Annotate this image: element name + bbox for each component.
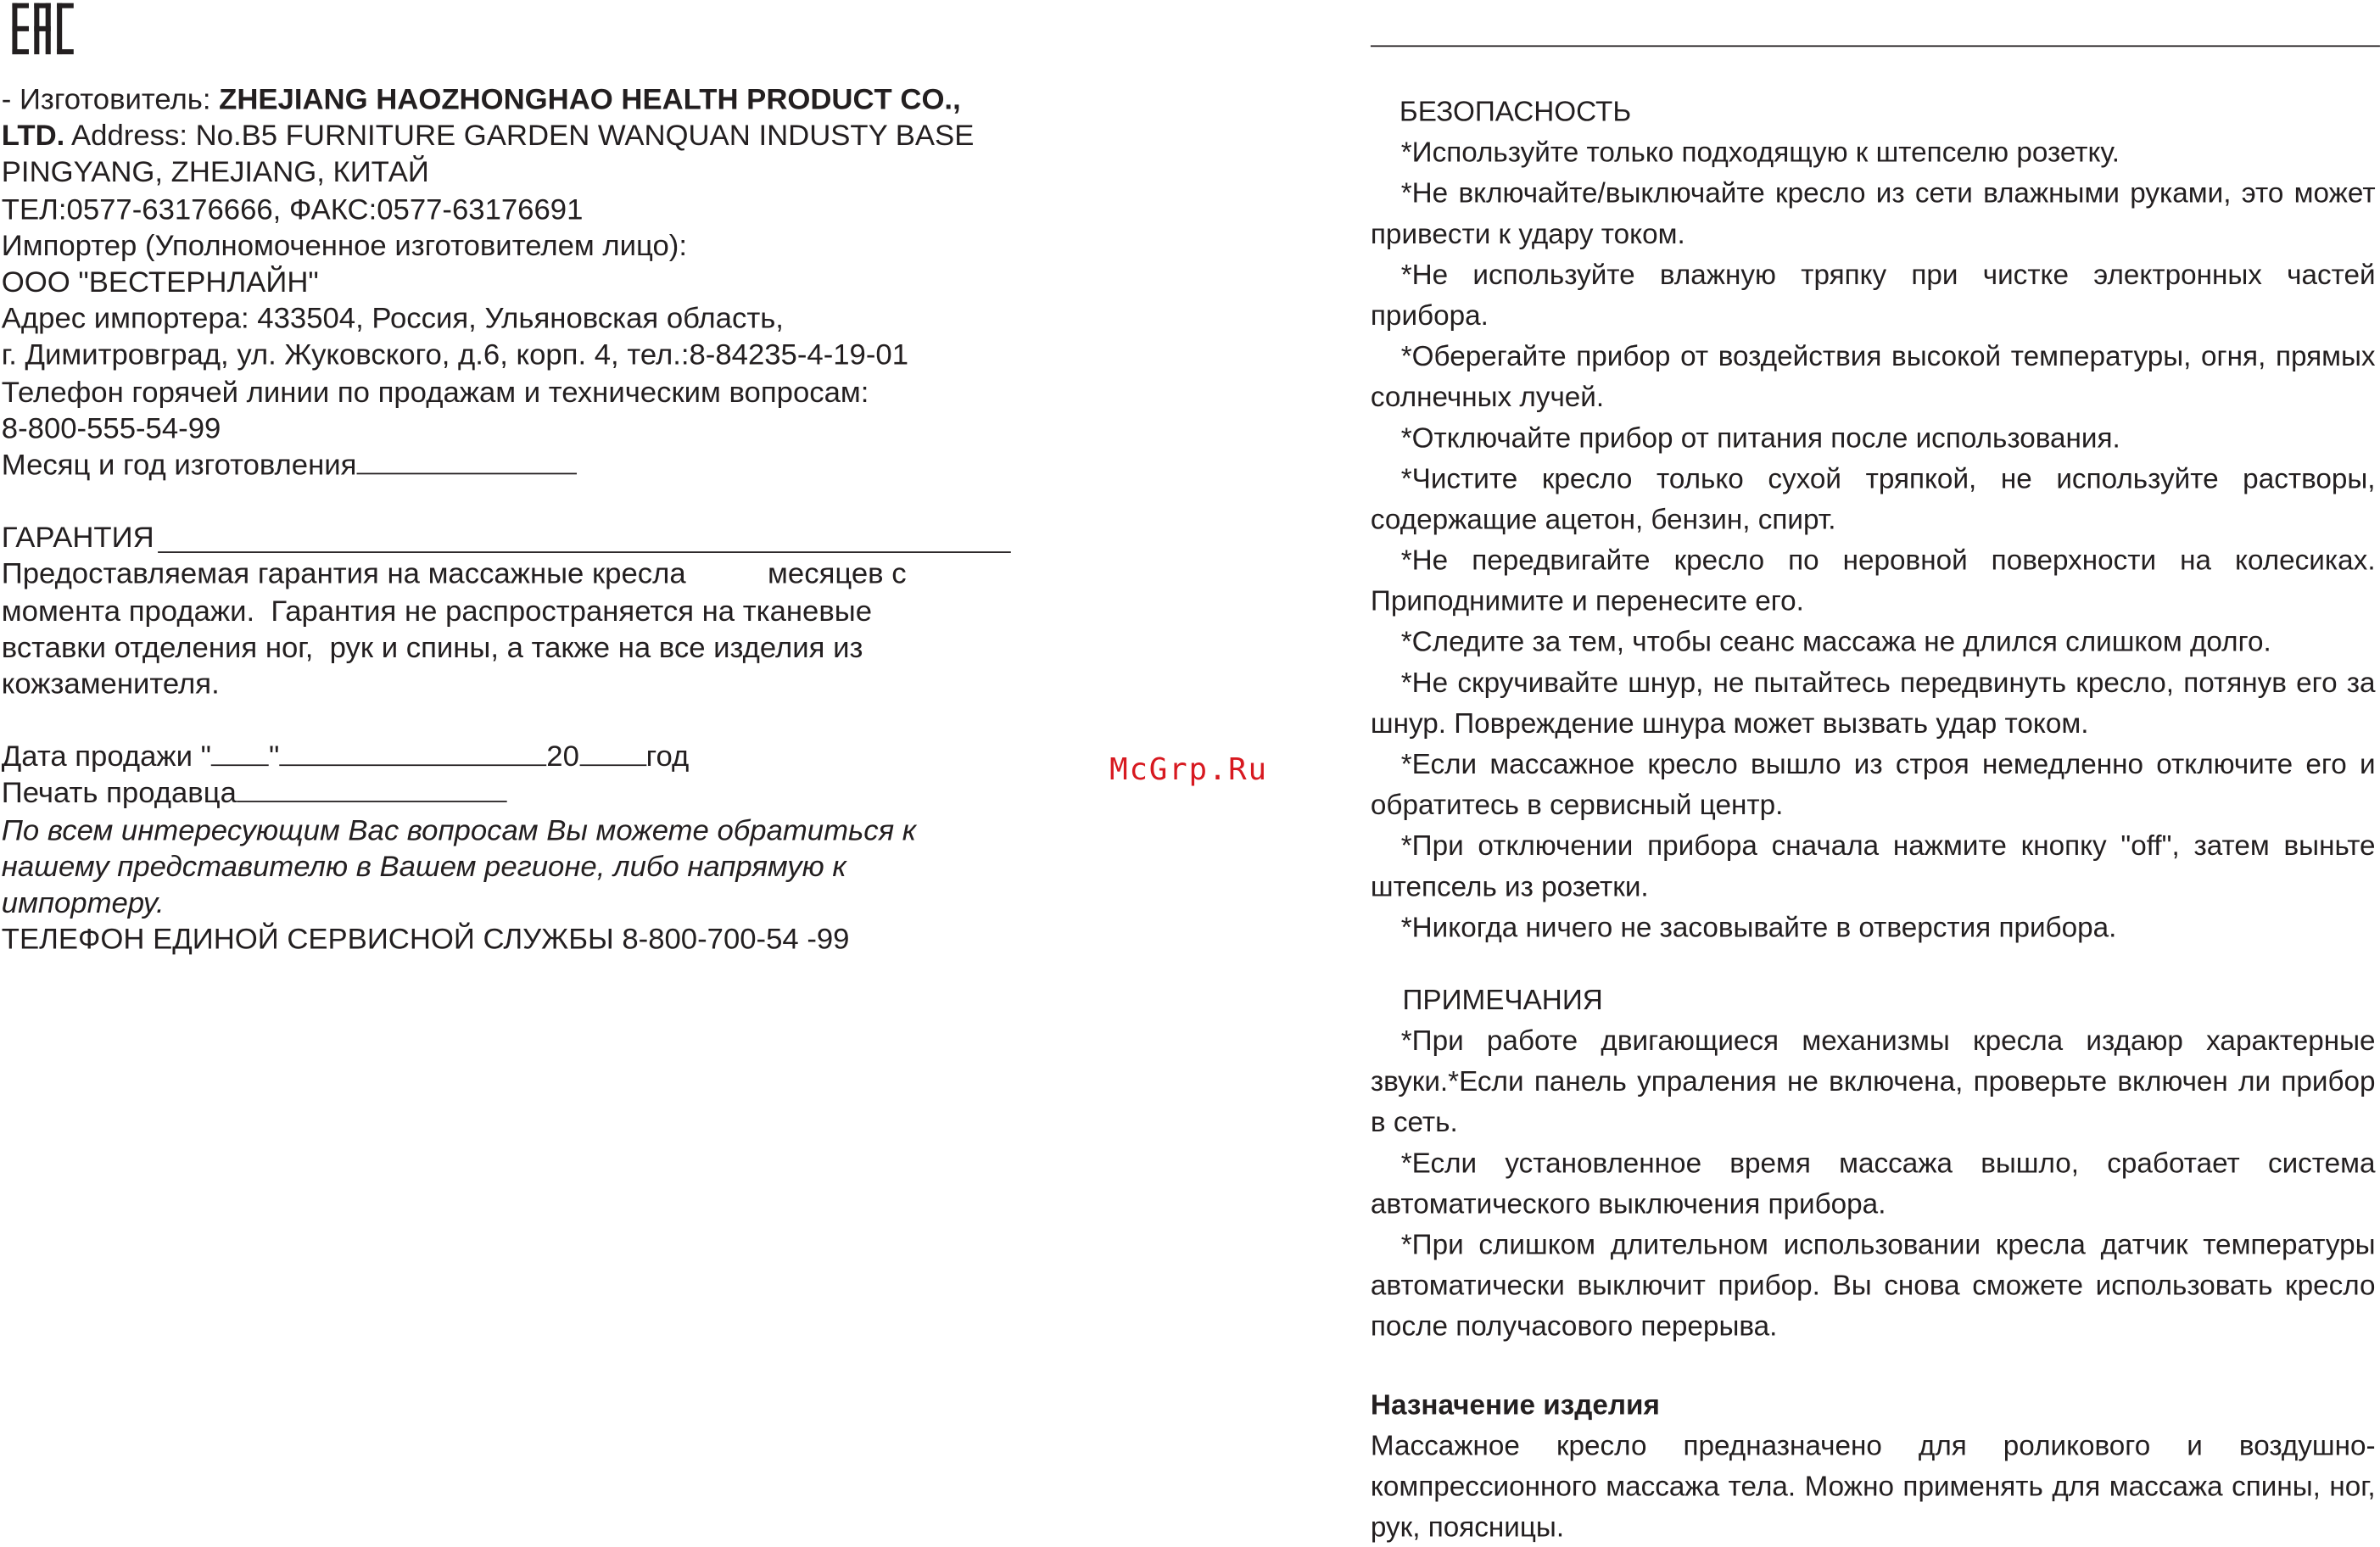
manufacturer-info [2,81,1013,191]
purpose-text: Массажное кресло предназначено для роликового и воздушно-компрессионного массажа тела. Можно применять для массажа спины, ног, рук, поясницы. [1370,1429,2376,1543]
safety-item: *Чистите кресло только сухой тряпкой, не используйте растворы, содержащие ацетон, бензин, спирт. [1370,462,2376,535]
phone-fax: ТЕЛ:0577-63176666, ФАКС:0577-63176691 [1,193,584,226]
manufacture-date-label: Месяц и год изготовления [1,449,357,483]
warranty-heading [2,520,1011,556]
importer-label: Импортер (Уполномоченное изготовителем лицо): [1,229,688,263]
notes-item: *При работе двигающиеся механизмы кресла издаюр характерные звуки.*Если панель упраления не включена, проверьте включен ли прибор в сеть. [1370,1024,2376,1138]
safety-item: *Следите за тем, чтобы сеанс массажа не длился слишком долго. [1400,625,2271,657]
seller-stamp-blank [237,776,507,803]
safety-item: *Никогда ничего не засовывайте в отверстия прибора. [1400,911,2117,943]
importer-address-line-1: Адрес импортера: 433504, Россия, Ульяновская область, [1,302,784,336]
sale-date-label: Дата продажи " [1,740,211,774]
sale-year-prefix: 20 [546,740,579,774]
safety-item: *Оберегайте прибор от воздействия высокой температуры, огня, прямых солнечных лучей. [1370,339,2376,413]
hotline-number: 8-800-555-54-99 [1,411,221,446]
sale-year-suffix: год [645,740,690,774]
purpose-title: Назначение изделия [1370,1388,1660,1421]
notes-title: ПРИМЕЧАНИЯ [1402,983,1603,1016]
sale-date-row [2,740,1013,776]
hotline-label: Телефон горячей линии по продажам и техническим вопросам: [1,375,869,410]
manufacturer-address: Address: No.B5 FURNITURE GARDEN WANQUAN INDUSTY BASE PINGYANG, ZHEJIANG, КИТАЙ [1,120,975,190]
safety-item: *Используйте только подходящую к штепселю розетку. [1400,136,2120,168]
watermark: McGrp.Ru [1109,751,1268,788]
spacer [2,703,1013,740]
manufacture-date-blank [356,447,576,474]
sale-month-blank [279,740,546,767]
safety-item: *Не включайте/выключайте кресло из сети влажными руками, это может привести к удару током. [1370,176,2376,249]
warranty-text: Предоставляемая гарантия на массажные кресла месяцев с момента продажи. Гарантия не распространяется на тканевые вставки отделения ног, рук и спины, а также на все изделия из кожзаменителя. [1,558,915,701]
safety-item: *Если массажное кресло вышло из строя немедленно отключите его и обратитесь в сервисный центр. [1370,747,2376,821]
spacer [1371,947,2376,979]
manufacturer-name: ZHEJIANG HAOZHONGHAO HEALTH PRODUCT CO., LTD. [1,82,961,154]
top-rule [1371,45,2380,47]
manufacturer-prefix: - Изготовитель: [1,82,220,117]
right-column [1371,91,2376,1547]
safety-item: *Не скручивайте шнур, не пытайтесь передвинуть кресло, потянув его за шнур. Повреждение шнура может вызвать удар током. [1370,666,2376,740]
heading-rule [157,552,1011,554]
safety-item: *Отключайте прибор от питания после использования. [1400,421,2120,454]
safety-item: *При отключении прибора сначала нажмите кнопку "off", затем выньте штепсель из розетки. [1370,829,2376,902]
safety-item: *Не используйте влажную тряпку при чистке электронных частей прибора. [1370,258,2376,332]
seller-stamp-label: Печать продавца [1,777,237,811]
notes-item: *При слишком длительном использовании кресла датчик температуры автоматически выключит прибор. Вы снова сможете использовать кресло после получасового перерыва. [1370,1228,2376,1342]
service-phone: ТЕЛЕФОН ЕДИНОЙ СЕРВИСНОЙ СЛУЖБЫ 8-800-700-54 -99 [1,923,850,958]
notes-item: *Если установленное время массажа вышло, сработает система автоматического выключения прибора. [1370,1147,2376,1220]
spacer [2,483,1013,520]
left-column [2,81,1013,958]
contact-note: По всем интересующим Вас вопросам Вы можете обратиться к нашему представителю в Вашем регионе, либо напрямую к импортеру. [1,813,917,920]
safety-item: *Не передвигайте кресло по неровной поверхности на колесиках. Приподнимите и перенесите его. [1370,544,2376,617]
spacer [1371,1346,2376,1384]
sale-day-blank [211,740,269,767]
importer-name: ООО "ВЕСТЕРНЛАЙН" [1,265,319,299]
sale-date-quote: " [268,740,280,774]
seller-stamp-row [2,776,1013,813]
safety-title: БЕЗОПАСНОСТЬ [1399,95,1632,127]
manufacture-date-row [2,447,1013,483]
warranty-title: ГАРАНТИЯ [1,521,154,556]
importer-address-line-2: г. Димитровград, ул. Жуковского, д.6, корп. 4, тел.:8-84235-4-19-01 [1,338,909,372]
sale-year-blank [579,740,646,767]
eac-logo [12,3,79,55]
